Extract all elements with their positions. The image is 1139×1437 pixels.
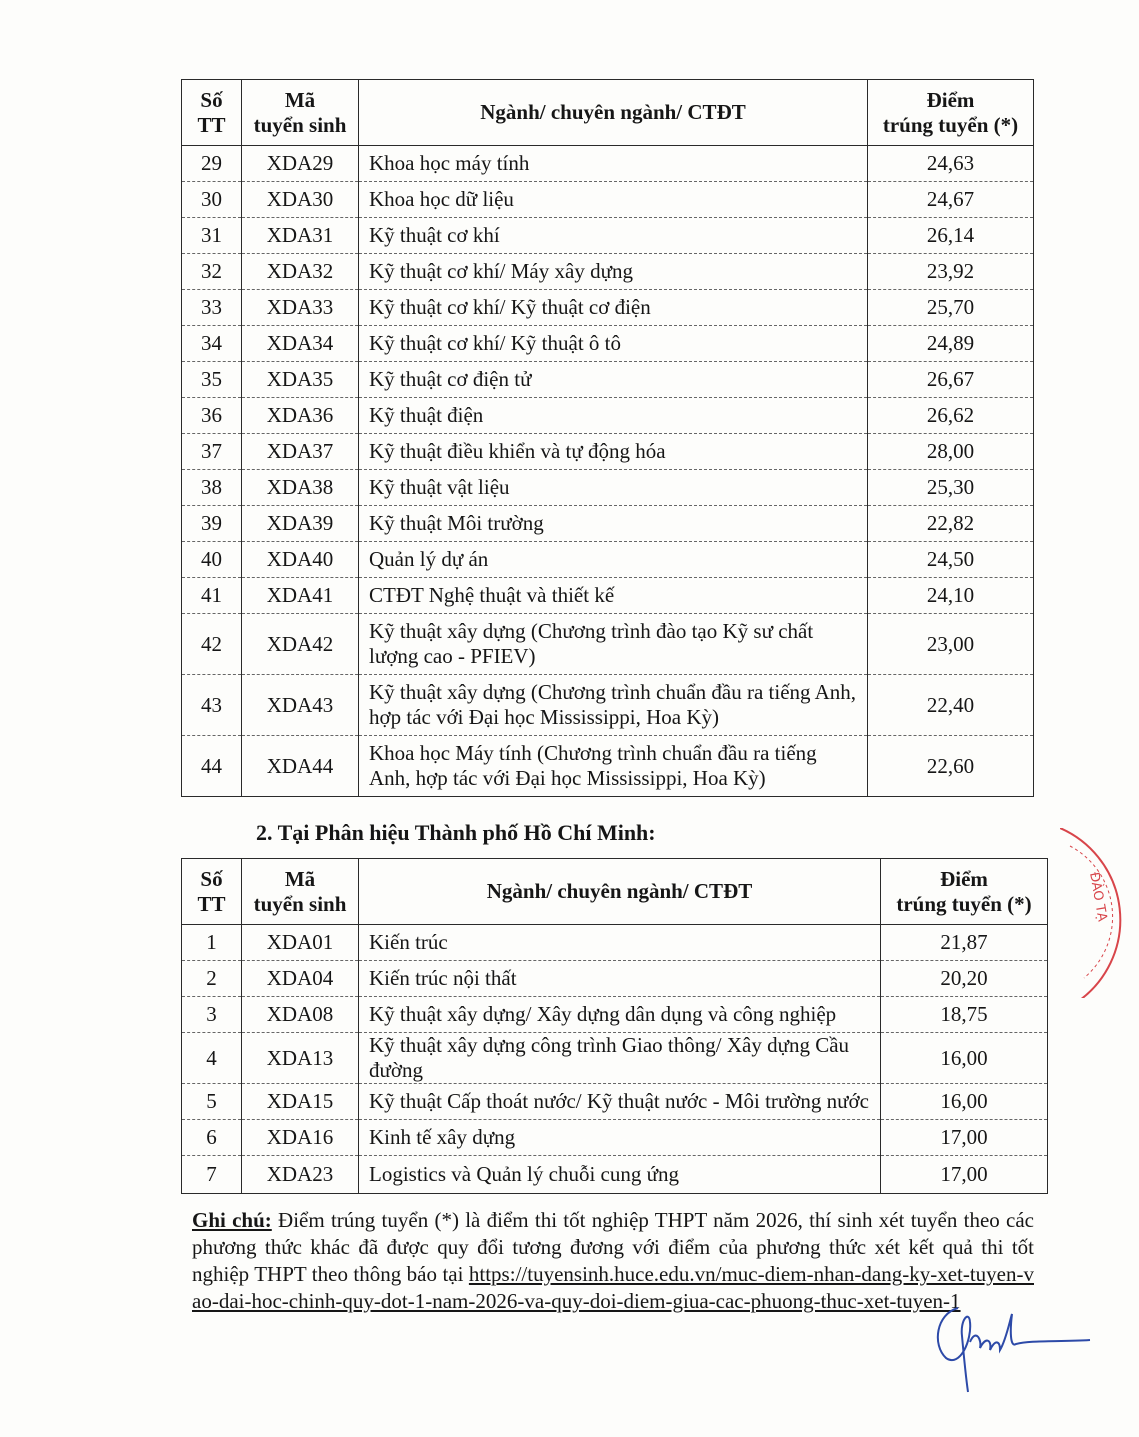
- row-code: XDA37: [242, 434, 359, 470]
- table-row: [182, 182, 1034, 218]
- footnote-text: Điểm trúng tuyển (*) là điểm thi tốt nghiệp THPT năm 2026, thí sinh xét tuyển theo các phương thức khác đã được quy đổi tương đương với điểm của phương thức xét kết quả thi tốt nghiệp THPT theo thông báo tại: [192, 1208, 1034, 1286]
- row-score: 25,30: [868, 470, 1034, 506]
- row-stt: 1: [182, 925, 242, 961]
- table-row: [182, 254, 1034, 290]
- table-row: [182, 925, 1048, 961]
- row-code: XDA31: [242, 218, 359, 254]
- table-row: [182, 290, 1034, 326]
- table-row: [182, 218, 1034, 254]
- row-program: Kỹ thuật xây dựng (Chương trình chuẩn đầu ra tiếng Anh, hợp tác với Đại học Mississippi, Hoa Kỳ): [359, 675, 868, 736]
- row-stt: 30: [182, 182, 242, 218]
- row-code: XDA32: [242, 254, 359, 290]
- row-program: Kỹ thuật điện: [359, 398, 868, 434]
- row-score: 22,82: [868, 506, 1034, 542]
- row-stt: 40: [182, 542, 242, 578]
- row-score: 28,00: [868, 434, 1034, 470]
- header-program: Ngành/ chuyên ngành/ CTĐT: [359, 80, 868, 146]
- row-code: XDA38: [242, 470, 359, 506]
- row-code: XDA16: [242, 1120, 359, 1156]
- section-title-hcm: 2. Tại Phân hiệu Thành phố Hồ Chí Minh:: [256, 820, 656, 845]
- header-stt: Số TT: [182, 80, 242, 146]
- row-code: XDA44: [242, 736, 359, 797]
- row-stt: 44: [182, 736, 242, 797]
- row-stt: 37: [182, 434, 242, 470]
- table-row: [182, 961, 1048, 997]
- row-score: 22,40: [868, 675, 1034, 736]
- row-stt: 36: [182, 398, 242, 434]
- row-score: 22,60: [868, 736, 1034, 797]
- row-stt: 5: [182, 1084, 242, 1120]
- row-score: 16,00: [881, 1084, 1048, 1120]
- row-code: XDA39: [242, 506, 359, 542]
- table-row: [182, 1120, 1048, 1156]
- stamp-text: ĐÀO TẠ: [1086, 871, 1110, 923]
- row-program: Kỹ thuật cơ khí/ Máy xây dựng: [359, 254, 868, 290]
- table-row: [182, 362, 1034, 398]
- row-stt: 35: [182, 362, 242, 398]
- row-program: Kiến trúc nội thất: [359, 961, 881, 997]
- row-code: XDA42: [242, 614, 359, 675]
- row-stt: 7: [182, 1156, 242, 1194]
- row-program: Kỹ thuật xây dựng công trình Giao thông/ Xây dựng Cầu đường: [359, 1033, 881, 1084]
- table-row: [182, 326, 1034, 362]
- row-program: Khoa học Máy tính (Chương trình chuẩn đầu ra tiếng Anh, hợp tác với Đại học Mississippi, Hoa Kỳ): [359, 736, 868, 797]
- row-score: 17,00: [881, 1120, 1048, 1156]
- table-row: [182, 997, 1048, 1033]
- row-program: CTĐT Nghệ thuật và thiết kế: [359, 578, 868, 614]
- row-stt: 3: [182, 997, 242, 1033]
- row-score: 25,70: [868, 290, 1034, 326]
- row-stt: 38: [182, 470, 242, 506]
- row-program: Kiến trúc: [359, 925, 881, 961]
- row-program: Kỹ thuật cơ khí: [359, 218, 868, 254]
- admission-table-hanoi: [181, 79, 1034, 797]
- row-score: 21,87: [881, 925, 1048, 961]
- row-score: 23,00: [868, 614, 1034, 675]
- row-score: 24,89: [868, 326, 1034, 362]
- row-stt: 39: [182, 506, 242, 542]
- header-code: Mã tuyển sinh: [242, 859, 359, 925]
- row-code: XDA30: [242, 182, 359, 218]
- row-score: 26,14: [868, 218, 1034, 254]
- row-stt: 34: [182, 326, 242, 362]
- row-stt: 33: [182, 290, 242, 326]
- row-program: Khoa học dữ liệu: [359, 182, 868, 218]
- row-program: Kỹ thuật xây dựng (Chương trình đào tạo Kỹ sư chất lượng cao - PFIEV): [359, 614, 868, 675]
- row-program: Khoa học máy tính: [359, 146, 868, 182]
- header-code: Mã tuyển sinh: [242, 80, 359, 146]
- row-program: Kỹ thuật vật liệu: [359, 470, 868, 506]
- header-score: Điểm trúng tuyển (*): [868, 80, 1034, 146]
- table-header-row: [182, 859, 1048, 925]
- row-stt: 29: [182, 146, 242, 182]
- table-row: [182, 1156, 1048, 1194]
- table-row: [182, 1033, 1048, 1084]
- row-program: Kỹ thuật Cấp thoát nước/ Kỹ thuật nước - Môi trường nước: [359, 1084, 881, 1120]
- row-score: 16,00: [881, 1033, 1048, 1084]
- row-score: 24,50: [868, 542, 1034, 578]
- row-stt: 41: [182, 578, 242, 614]
- table-row: [182, 146, 1034, 182]
- header-score: Điểm trúng tuyển (*): [881, 859, 1048, 925]
- table-row: [182, 1084, 1048, 1120]
- row-code: XDA33: [242, 290, 359, 326]
- row-program: Kỹ thuật cơ khí/ Kỹ thuật cơ điện: [359, 290, 868, 326]
- row-program: Kỹ thuật xây dựng/ Xây dựng dân dụng và công nghiệp: [359, 997, 881, 1033]
- header-program: Ngành/ chuyên ngành/ CTĐT: [359, 859, 881, 925]
- row-program: Kỹ thuật cơ khí/ Kỹ thuật ô tô: [359, 326, 868, 362]
- row-score: 17,00: [881, 1156, 1048, 1194]
- row-code: XDA01: [242, 925, 359, 961]
- row-code: XDA35: [242, 362, 359, 398]
- row-stt: 32: [182, 254, 242, 290]
- table-row: [182, 470, 1034, 506]
- red-seal-stamp: [1060, 828, 1139, 998]
- table-header-row: [182, 80, 1034, 146]
- table-row: [182, 736, 1034, 797]
- row-score: 24,67: [868, 182, 1034, 218]
- row-stt: 2: [182, 961, 242, 997]
- row-score: 24,63: [868, 146, 1034, 182]
- row-code: XDA04: [242, 961, 359, 997]
- row-program: Kinh tế xây dựng: [359, 1120, 881, 1156]
- table-row: [182, 398, 1034, 434]
- row-program: Logistics và Quản lý chuỗi cung ứng: [359, 1156, 881, 1194]
- row-code: XDA41: [242, 578, 359, 614]
- row-code: XDA23: [242, 1156, 359, 1194]
- row-score: 23,92: [868, 254, 1034, 290]
- row-stt: 43: [182, 675, 242, 736]
- row-score: 20,20: [881, 961, 1048, 997]
- header-stt: Số TT: [182, 859, 242, 925]
- row-code: XDA15: [242, 1084, 359, 1120]
- row-code: XDA13: [242, 1033, 359, 1084]
- row-code: XDA40: [242, 542, 359, 578]
- row-code: XDA34: [242, 326, 359, 362]
- row-program: Kỹ thuật cơ điện tử: [359, 362, 868, 398]
- footnote-link[interactable]: https://tuyensinh.huce.edu.vn/muc-diem-nhan-dang-ky-xet-tuyen-vao-dai-hoc-chinh-quy-dot-1-nam-2026-va-quy-doi-diem-giua-cac-phuong-thuc-xet-tuyen-1: [192, 1262, 1034, 1313]
- row-score: 26,67: [868, 362, 1034, 398]
- row-code: XDA29: [242, 146, 359, 182]
- row-program: Quản lý dự án: [359, 542, 868, 578]
- table-row: [182, 506, 1034, 542]
- row-stt: 31: [182, 218, 242, 254]
- row-program: Kỹ thuật điều khiển và tự động hóa: [359, 434, 868, 470]
- table-row: [182, 578, 1034, 614]
- row-stt: 42: [182, 614, 242, 675]
- admission-table-hcm: [181, 858, 1048, 1194]
- row-score: 18,75: [881, 997, 1048, 1033]
- footnote: [192, 1207, 1034, 1315]
- row-code: XDA08: [242, 997, 359, 1033]
- table-row: [182, 434, 1034, 470]
- row-score: 26,62: [868, 398, 1034, 434]
- table-row: [182, 542, 1034, 578]
- row-score: 24,10: [868, 578, 1034, 614]
- table-row: [182, 675, 1034, 736]
- row-code: XDA43: [242, 675, 359, 736]
- row-stt: 4: [182, 1033, 242, 1084]
- footnote-label: Ghi chú:: [192, 1208, 272, 1232]
- row-program: Kỹ thuật Môi trường: [359, 506, 868, 542]
- signature: [930, 1300, 1100, 1395]
- row-stt: 6: [182, 1120, 242, 1156]
- table-row: [182, 614, 1034, 675]
- row-code: XDA36: [242, 398, 359, 434]
